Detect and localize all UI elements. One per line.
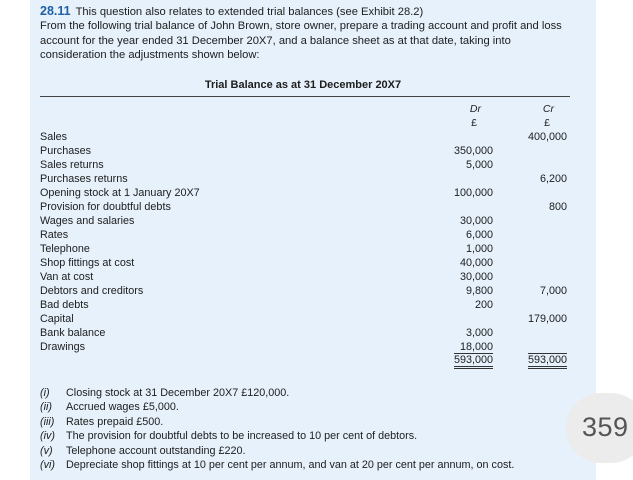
adjustment-number: (iii) (40, 415, 55, 428)
row-label: Opening stock at 1 January 20X7 (40, 187, 200, 199)
row-label: Sales returns (40, 159, 104, 171)
table-row (0, 326, 633, 340)
row-dr-value: 350,000 (453, 145, 493, 157)
adjustment-text: Depreciate shop fittings at 10 per cent per annum, and van at 20 per cent per annum, on cost. (66, 459, 515, 471)
adjustment-text: Telephone account outstanding £220. (66, 444, 246, 457)
row-label: Purchases (40, 145, 92, 157)
adjustment-number: (i) (40, 387, 50, 399)
table-row (0, 284, 633, 298)
adjustment-text: Rates prepaid £500. (66, 415, 164, 428)
row-label: Debtors and creditors (40, 285, 144, 297)
row-dr-value: 18,000 (459, 341, 493, 353)
row-cr-value: 400,000 (527, 131, 567, 143)
page-number: 359 (582, 412, 629, 442)
totals-row (0, 354, 633, 368)
row-dr-value: 30,000 (459, 215, 493, 227)
table-row (0, 214, 633, 228)
row-label: Shop fittings at cost (40, 257, 135, 269)
row-dr-value: 3,000 (465, 327, 493, 339)
adjustment-text: The provision for doubtful debts to be increased to 10 per cent of debtors. (66, 430, 418, 443)
table-row (0, 270, 633, 284)
table-row (0, 200, 633, 214)
row-label: Bad debts (40, 299, 89, 311)
row-dr-value: 9,800 (465, 285, 493, 297)
table-row (0, 228, 633, 242)
adjustment-item (40, 429, 600, 443)
adjustment-text: Accrued wages £5,000. (66, 401, 179, 414)
table-row (0, 158, 633, 172)
table-row (0, 186, 633, 200)
table-row (0, 340, 633, 354)
dr-column-header: Dr (469, 103, 481, 115)
adjustment-item (40, 400, 600, 414)
row-label: Capital (40, 313, 74, 325)
dr-unit: £ (471, 117, 477, 129)
question-heading (40, 4, 580, 20)
question-heading-text: This question also relates to extended trial balances (see Exhibit 28.2) (75, 6, 424, 18)
table-top-rule (40, 96, 570, 97)
trial-balance-title: Trial Balance as at 31 December 20X7 (204, 79, 402, 91)
row-label: Bank balance (40, 327, 106, 339)
row-dr-value: 100,000 (453, 187, 493, 199)
row-dr-value: 30,000 (459, 271, 493, 283)
adjustment-item (40, 444, 600, 458)
row-label: Purchases returns (40, 173, 128, 185)
adjustment-number: (iv) (40, 430, 55, 443)
row-label: Telephone (40, 243, 90, 255)
table-row (0, 256, 633, 270)
table-row (0, 312, 633, 326)
cr-column-header: Cr (542, 103, 554, 115)
adjustment-number: (vi) (40, 459, 55, 471)
table-row (0, 172, 633, 186)
row-label: Rates (40, 229, 69, 241)
total-cr: 593,000 (528, 353, 567, 369)
row-dr-value: 6,000 (465, 229, 493, 241)
adjustment-text: Closing stock at 31 December 20X7 £120,000. (66, 387, 290, 399)
row-label: Drawings (40, 341, 86, 353)
adjustment-item (40, 458, 600, 472)
row-cr-value: 7,000 (539, 285, 567, 297)
row-dr-value: 40,000 (459, 257, 493, 269)
row-cr-value: 6,200 (539, 173, 567, 185)
table-row (0, 144, 633, 158)
row-dr-value: 200 (474, 299, 493, 311)
row-label: Van at cost (40, 271, 94, 283)
row-label: Provision for doubtful debts (40, 201, 171, 213)
adjustment-item (40, 415, 600, 429)
row-cr-value: 800 (548, 201, 567, 213)
table-row (0, 242, 633, 256)
table-row (0, 298, 633, 312)
row-dr-value: 1,000 (465, 243, 493, 255)
cr-unit: £ (544, 117, 550, 129)
question-number: 28.11 (40, 4, 71, 18)
total-dr: 593,000 (454, 353, 493, 369)
row-dr-value: 5,000 (465, 159, 493, 171)
adjustment-item (40, 386, 600, 400)
row-cr-value: 179,000 (527, 313, 567, 325)
adjustment-number: (v) (40, 444, 53, 457)
row-label: Wages and salaries (40, 215, 135, 227)
question-intro: From the following trial balance of John Brown, store owner, prepare a trading account and profit and loss account for the year ended 31 December 20X7, and a balance sheet as at that date, taking into consideration the adjustments shown below: (40, 20, 562, 61)
row-label: Sales (40, 131, 68, 143)
table-row (0, 130, 633, 144)
adjustment-number: (ii) (40, 401, 52, 414)
